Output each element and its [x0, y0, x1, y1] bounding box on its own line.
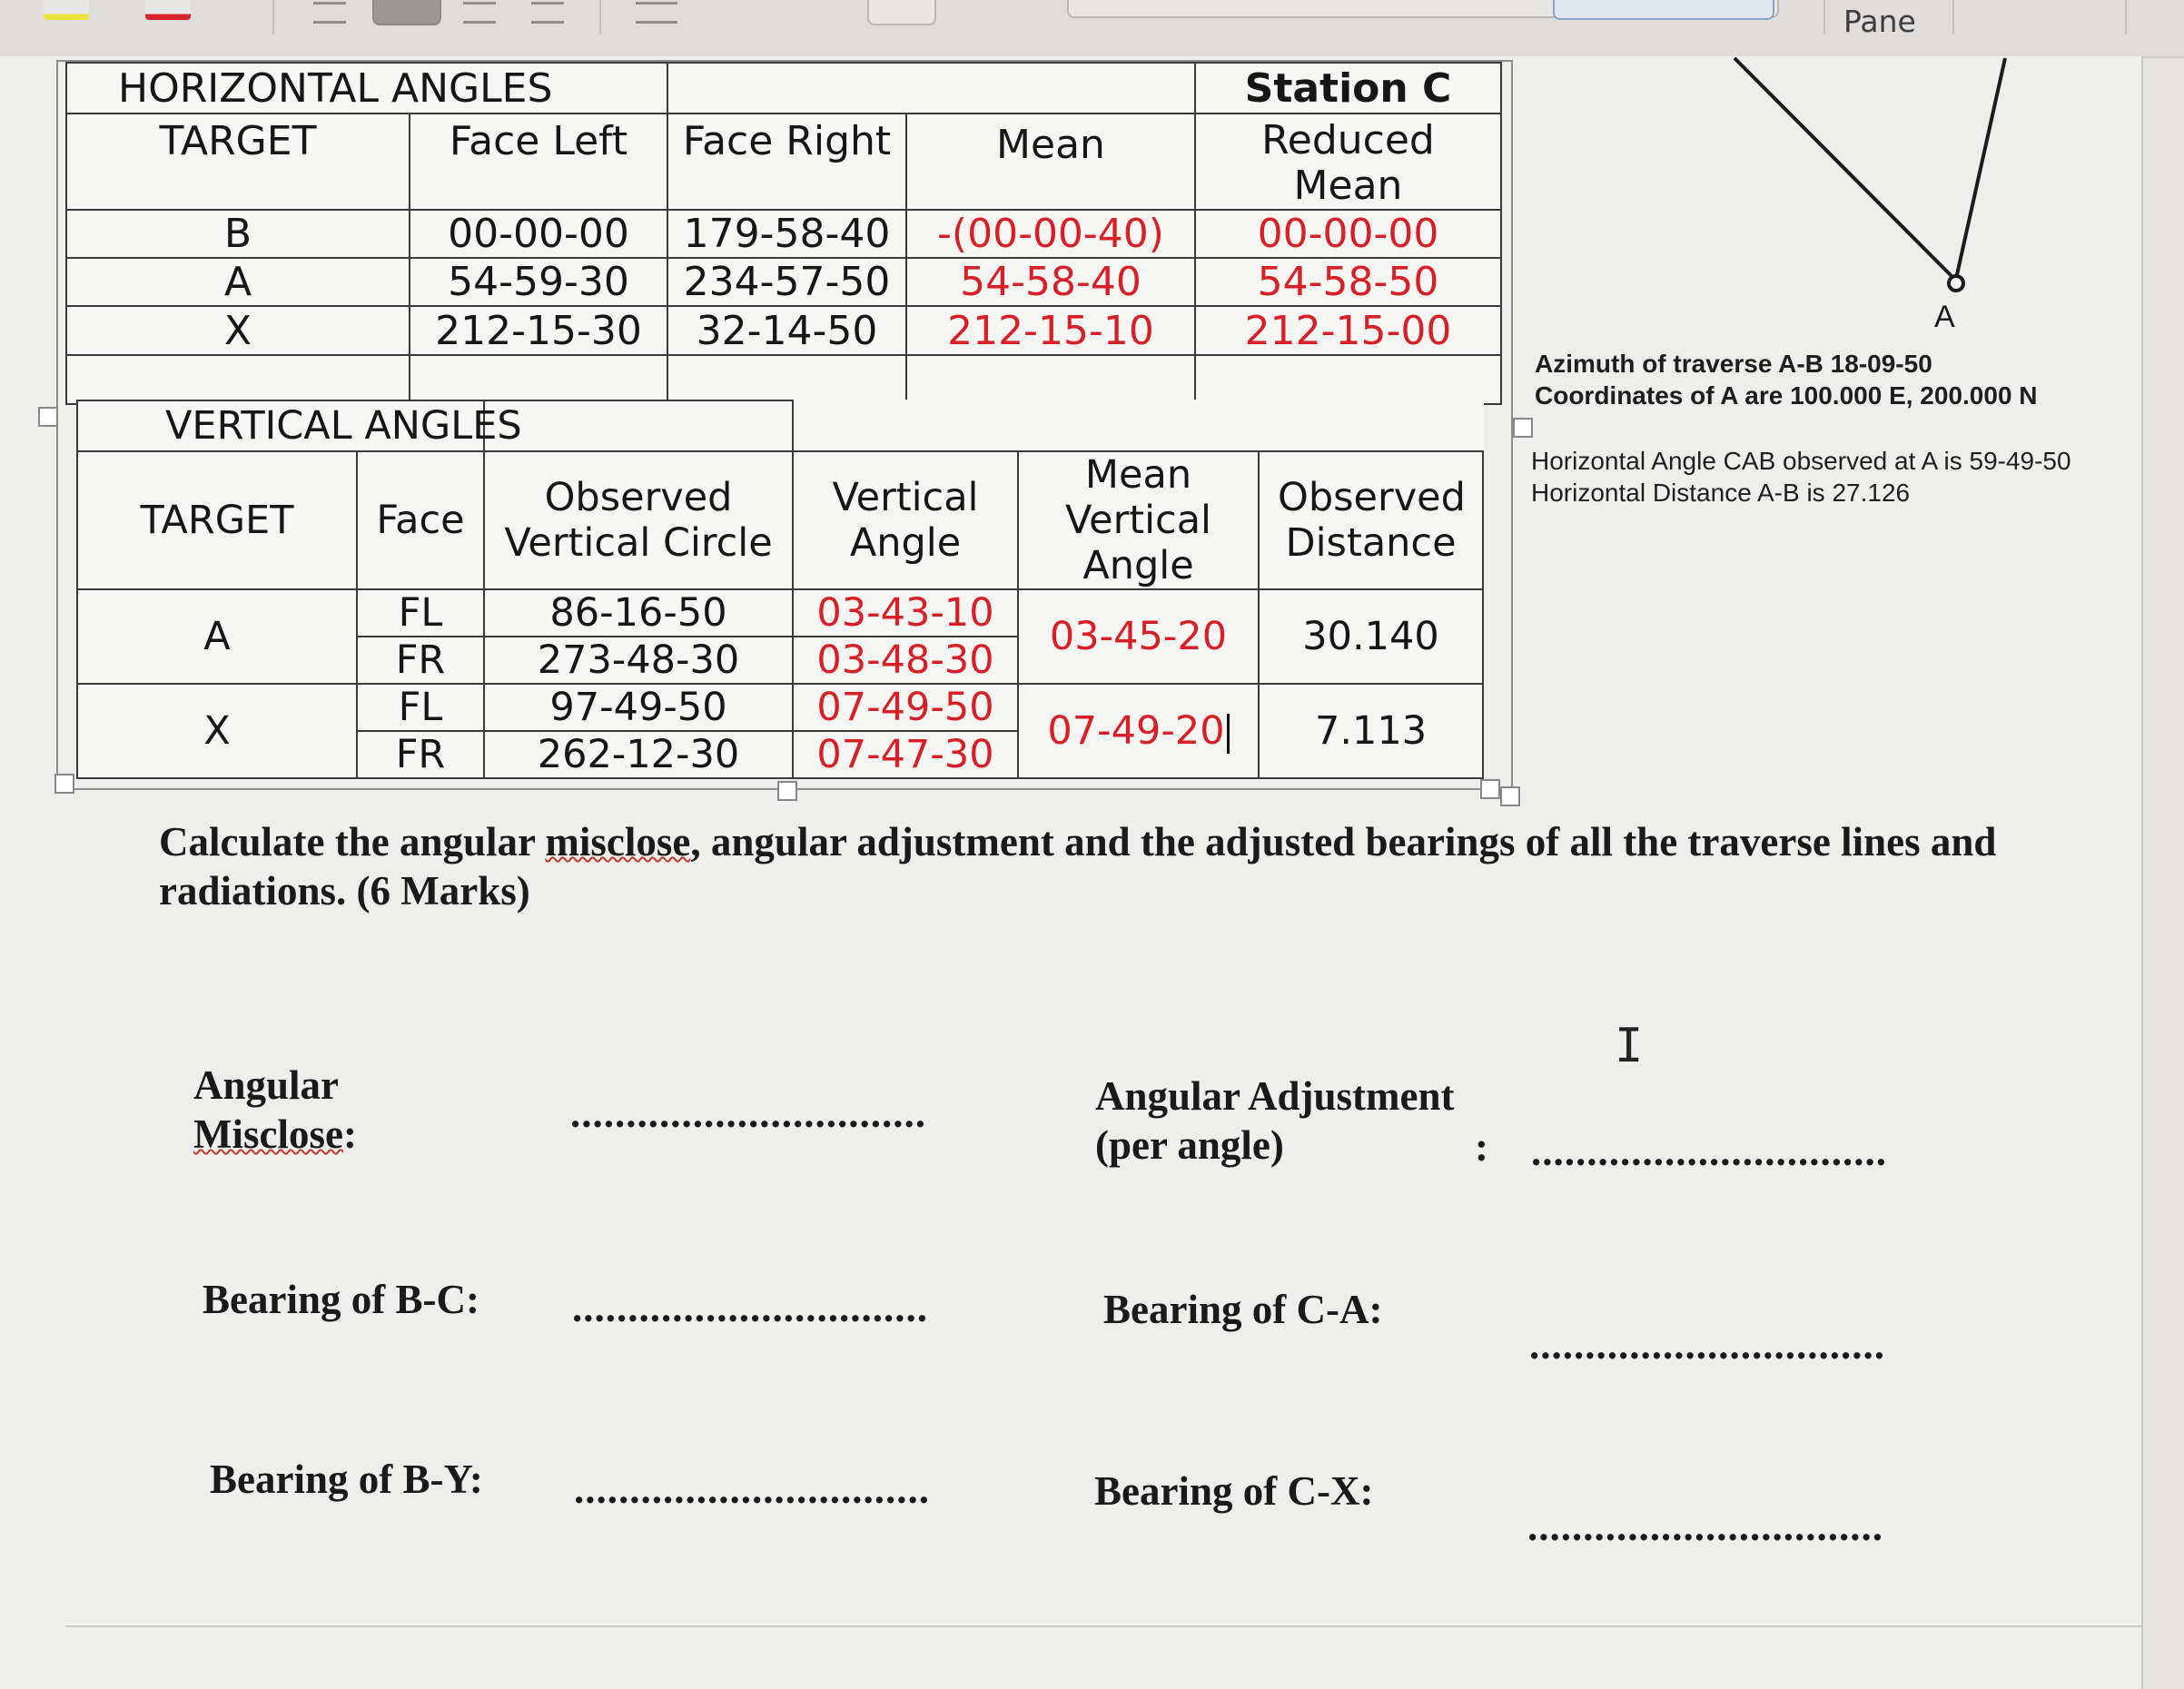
vertical-angles-table: [76, 400, 1484, 779]
col-header-mean: Mean: [906, 114, 1195, 210]
mean-cell: -(00-00-40): [906, 210, 1195, 258]
angular-adjustment-colon: :: [1475, 1124, 1488, 1170]
col-header-target: TARGET: [77, 451, 357, 589]
coordinates-note: Coordinates of A are 100.000 E, 200.000 N: [1535, 381, 2038, 410]
align-center-icon[interactable]: [372, 0, 441, 25]
mean-vertical-angle-cell[interactable]: [1018, 684, 1259, 778]
font-color-icon[interactable]: [145, 0, 191, 20]
resize-handle-bottom[interactable]: [777, 781, 797, 801]
toolbar: [0, 0, 2184, 58]
page-divider: [65, 1625, 2141, 1627]
circle-cell: 86-16-50: [484, 589, 793, 637]
face-cell: FL: [357, 684, 484, 731]
bearing-ca-answer[interactable]: ................................: [1529, 1322, 1885, 1368]
vertical-title-blank: [484, 400, 793, 451]
reduced-mean-cell: 00-00-00: [1195, 210, 1501, 258]
col-header-observed-distance: Observed Distance: [1259, 451, 1483, 589]
horizontal-angles-title: HORIZONTAL ANGLES: [66, 63, 667, 114]
bearing-ca-label: Bearing of C-A:: [1103, 1287, 1383, 1332]
horizontal-angle-note: Horizontal Angle CAB observed at A is 59-49-50: [1531, 447, 2071, 475]
target-cell: A: [77, 589, 357, 684]
toolbar-separator: [1952, 0, 1954, 35]
table-row: [66, 258, 1501, 306]
col-header-vertical-angle: Vertical Angle: [793, 451, 1018, 589]
azimuth-note: Azimuth of traverse A-B 18-09-50: [1535, 350, 1932, 378]
question-text: Calculate the angular misclose, angular adjustment and the adjusted bearings of all the traverse lines and radiations. (6 Marks): [159, 819, 1997, 914]
face-left-cell: 00-00-00: [410, 210, 667, 258]
traverse-diagram: [1707, 56, 2034, 347]
horizontal-angles-table: [65, 62, 1502, 405]
face-right-cell: 179-58-40: [667, 210, 906, 258]
toolbar-separator: [272, 0, 274, 35]
face-right-cell: 32-14-50: [667, 306, 906, 355]
table-row-empty: [66, 355, 1501, 404]
target-cell: B: [66, 210, 410, 258]
circle-cell: 97-49-50: [484, 684, 793, 731]
mean-cell: 212-15-10: [906, 306, 1195, 355]
justify-icon[interactable]: [531, 2, 564, 24]
line-spacing-icon[interactable]: [636, 2, 677, 24]
reduced-mean-cell: 54-58-50: [1195, 258, 1501, 306]
traverse-line-to-a: [1734, 58, 1954, 279]
target-cell: X: [77, 684, 357, 778]
align-left-icon[interactable]: [313, 2, 346, 24]
face-left-cell: 54-59-30: [410, 258, 667, 306]
face-left-cell: 212-15-30: [410, 306, 667, 355]
angular-misclose-label: Angular Misclose:: [193, 1062, 357, 1157]
distance-cell: 30.140: [1259, 589, 1483, 684]
col-header-face-left: Face Left: [410, 114, 667, 210]
vertical-angle-cell: 03-48-30: [793, 637, 1018, 684]
toolbar-separator: [2125, 0, 2127, 35]
bearing-cx-answer[interactable]: ................................: [1527, 1504, 1883, 1549]
style-gallery-selected[interactable]: [1553, 0, 1774, 20]
station-a-label: A: [1934, 300, 1955, 334]
station-a-point: [1949, 276, 1963, 291]
bearing-cx-label: Bearing of C-X:: [1094, 1468, 1374, 1514]
vertical-angle-cell: 03-43-10: [793, 589, 1018, 637]
mouse-ibeam-cursor-icon: I: [1615, 1019, 1644, 1073]
face-cell: FR: [357, 637, 484, 684]
horizontal-distance-note: Horizontal Distance A-B is 27.126: [1531, 479, 1911, 507]
vertical-title-blank: [793, 400, 1483, 451]
align-right-icon[interactable]: [463, 2, 496, 24]
toolbar-separator: [1823, 0, 1825, 35]
angular-adjustment-answer[interactable]: ................................: [1531, 1129, 1887, 1174]
resize-handle-right[interactable]: [1513, 418, 1533, 438]
misclose-word: misclose: [545, 819, 691, 864]
text-caret: [1227, 714, 1230, 754]
resize-handle-bottom-right[interactable]: [1480, 779, 1500, 799]
face-cell: FL: [357, 589, 484, 637]
resize-handle-bottom-left[interactable]: [54, 774, 74, 794]
distance-cell: 7.113: [1259, 684, 1483, 778]
col-header-reduced-mean: Reduced Mean: [1195, 114, 1501, 210]
bearing-bc-answer[interactable]: ................................: [572, 1285, 928, 1330]
table-row: [66, 210, 1501, 258]
bearing-bc-label: Bearing of B-C:: [203, 1277, 479, 1322]
col-header-target: TARGET: [66, 114, 410, 210]
resize-handle-left[interactable]: [38, 407, 58, 427]
col-header-face-right: Face Right: [667, 114, 906, 210]
circle-cell: 262-12-30: [484, 731, 793, 778]
reduced-mean-cell: 212-15-00: [1195, 306, 1501, 355]
angular-adjustment-label: Angular Adjustment (per angle): [1095, 1073, 1455, 1168]
table-row: [66, 306, 1501, 355]
col-header-observed-vertical-circle: Observed Vertical Circle: [484, 451, 793, 589]
highlight-color-icon[interactable]: [44, 0, 89, 20]
mean-cell: 54-58-40: [906, 258, 1195, 306]
shading-icon[interactable]: [867, 0, 936, 25]
vertical-angles-title: VERTICAL ANGLES: [77, 400, 484, 451]
face-right-cell: 234-57-50: [667, 258, 906, 306]
table-row: [77, 589, 1483, 637]
vertical-angle-cell: 07-49-50: [793, 684, 1018, 731]
vertical-angle-cell: 07-47-30: [793, 731, 1018, 778]
target-cell: A: [66, 258, 410, 306]
bearing-by-label: Bearing of B-Y:: [210, 1457, 483, 1502]
circle-cell: 273-48-30: [484, 637, 793, 684]
angular-misclose-answer[interactable]: ................................: [570, 1091, 926, 1136]
mean-vertical-angle-cell: 03-45-20: [1018, 589, 1259, 684]
mean-vertical-angle-text: 07-49-20: [1047, 708, 1225, 754]
toolbar-separator: [599, 0, 601, 35]
horizontal-title-blank: [667, 63, 1195, 114]
resize-handle-right-corner[interactable]: [1500, 786, 1520, 806]
styles-pane-button[interactable]: Pane: [1843, 4, 1916, 39]
col-header-mean-vertical-angle: Mean Vertical Angle: [1018, 451, 1259, 589]
bearing-by-answer[interactable]: ................................: [574, 1467, 930, 1512]
traverse-line-from-a: [1956, 58, 2005, 279]
station-label: Station C: [1195, 63, 1501, 114]
face-cell: FR: [357, 731, 484, 778]
col-header-face: Face: [357, 451, 484, 589]
table-row: [77, 684, 1483, 731]
target-cell: X: [66, 306, 410, 355]
